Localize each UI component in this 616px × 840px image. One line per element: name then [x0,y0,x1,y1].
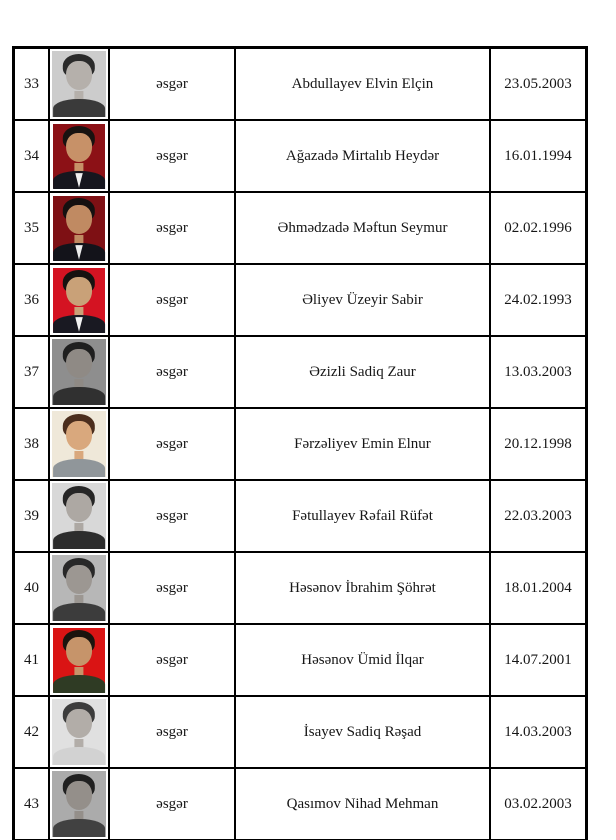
name-cell: Əliyev Üzeyir Sabir [235,264,490,336]
rank-cell: əsgər [109,480,235,552]
date-cell: 14.07.2001 [490,624,587,696]
photo-cell [49,264,109,336]
table-row [14,624,587,696]
name-cell: Əhmədzadə Məftun Seymur [235,192,490,264]
rank-cell: əsgər [109,696,235,768]
table-row [14,336,587,408]
portrait-photo [52,411,106,477]
date-cell: 14.03.2003 [490,696,587,768]
row-number: 33 [14,48,50,121]
face-shape [66,133,92,162]
row-number: 36 [14,264,50,336]
portrait-photo [52,123,106,189]
shoulders-shape [53,819,105,837]
shoulders-shape [53,675,105,693]
table-row [14,768,587,840]
portrait-photo [52,339,106,405]
name-cell: İsayev Sadiq Rəşad [235,696,490,768]
row-number: 40 [14,552,50,624]
photo-cell [49,480,109,552]
shoulders-shape [53,387,105,405]
shoulders-shape [53,747,105,765]
face-shape [66,493,92,522]
photo-cell [49,120,109,192]
portrait-photo [52,555,106,621]
name-cell: Həsənov Ümid İlqar [235,624,490,696]
face-shape [66,205,92,234]
row-number: 34 [14,120,50,192]
portrait-photo [52,51,106,117]
name-cell: Qasımov Nihad Mehman [235,768,490,840]
shoulders-shape [53,459,105,477]
face-shape [66,349,92,378]
rank-cell: əsgər [109,48,235,121]
portrait-photo [52,627,106,693]
portrait-photo [52,699,106,765]
table-row [14,552,587,624]
table-body [14,48,587,840]
rank-cell: əsgər [109,336,235,408]
date-cell: 13.03.2003 [490,336,587,408]
row-number: 35 [14,192,50,264]
rank-cell: əsgər [109,192,235,264]
photo-cell [49,48,109,121]
rank-cell: əsgər [109,120,235,192]
rank-cell: əsgər [109,264,235,336]
face-shape [66,61,92,90]
portrait-photo [52,195,106,261]
shoulders-shape [53,603,105,621]
table-row [14,408,587,480]
rank-cell: əsgər [109,408,235,480]
face-shape [66,277,92,306]
face-shape [66,421,92,450]
portrait-photo [52,483,106,549]
row-number: 42 [14,696,50,768]
personnel-table [12,46,588,840]
face-shape [66,637,92,666]
table-row [14,192,587,264]
table-row [14,480,587,552]
rank-cell: əsgər [109,552,235,624]
photo-cell [49,336,109,408]
date-cell: 24.02.1993 [490,264,587,336]
date-cell: 22.03.2003 [490,480,587,552]
photo-cell [49,552,109,624]
row-number: 38 [14,408,50,480]
date-cell: 20.12.1998 [490,408,587,480]
name-cell: Ağazadə Mirtalıb Heydər [235,120,490,192]
photo-cell [49,192,109,264]
face-shape [66,781,92,810]
row-number: 37 [14,336,50,408]
name-cell: Fətullayev Rəfail Rüfət [235,480,490,552]
date-cell: 03.02.2003 [490,768,587,840]
photo-cell [49,408,109,480]
row-number: 41 [14,624,50,696]
photo-cell [49,624,109,696]
table-row [14,48,587,121]
date-cell: 02.02.1996 [490,192,587,264]
name-cell: Fərzəliyev Emin Elnur [235,408,490,480]
rank-cell: əsgər [109,624,235,696]
row-number: 43 [14,768,50,840]
date-cell: 16.01.1994 [490,120,587,192]
name-cell: Həsənov İbrahim Şöhrət [235,552,490,624]
portrait-photo [52,771,106,837]
date-cell: 23.05.2003 [490,48,587,121]
name-cell: Abdullayev Elvin Elçin [235,48,490,121]
table-row [14,264,587,336]
face-shape [66,565,92,594]
table-row [14,120,587,192]
photo-cell [49,768,109,840]
face-shape [66,709,92,738]
date-cell: 18.01.2004 [490,552,587,624]
rank-cell: əsgər [109,768,235,840]
shoulders-shape [53,99,105,117]
shoulders-shape [53,531,105,549]
table-row [14,696,587,768]
portrait-photo [52,267,106,333]
row-number: 39 [14,480,50,552]
name-cell: Əzizli Sadiq Zaur [235,336,490,408]
photo-cell [49,696,109,768]
